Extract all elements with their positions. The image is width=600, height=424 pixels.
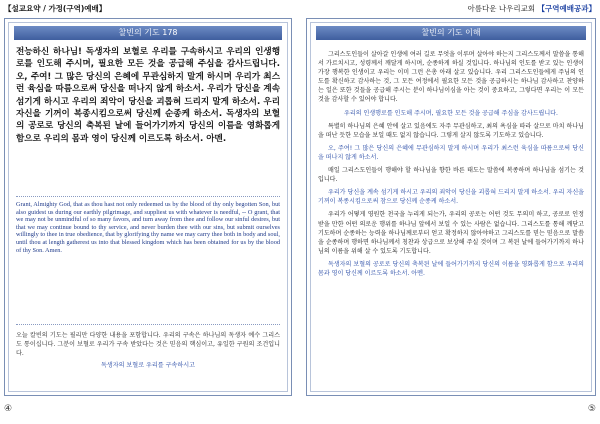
- prayer-korean: 전능하신 하나님! 독생자의 보혈로 우리를 구속하시고 우리의 인생행로를 인도해 주시며, 필요한 모든 것을 공급해 주심을 감사드립니다. 오, 주여! 그 많은 당신의 은혜에 무관심하지 말게 하시며 우리가 최스런 육심을 따름으로써 당신을 떠나지 않게 하소서. 우리가 당신을 계속 섬기게 하시고 우리의 죄악이 당신을 괴롭혀 드리지 말게 하소서. 우리 자신을 기꺼이 복종시킴으로써 당신께 순종케 하소서. 독생자의 보혈의 공로로 당신의 축복된 날에 들어가기까지 당신의 이름을 영화롭게 함으로 우리의 몸과 영이 당신께 이르도록 하소서. 아멘.: [16, 47, 280, 144]
- paragraph: 특별히 하나님의 은혜 안에 살고 있음에도 자주 무관심하고, 최의 욕심을 따라 살므로 마치 하나님을 떠난 듯한 모습을 보일 때도 없지 않습니다. 그렇게 살지 않도록 기도하고 있습니다.: [318, 122, 584, 139]
- right-page-body: [318, 50, 584, 282]
- paragraph: 매일 그리스도인들이 행해야 할 하나님을 향한 바른 태도는 말씀에 복종하며 하나님을 섬기는 것입니다.: [318, 167, 584, 184]
- header-left: 【설교요약 / 가정(구역)예배】: [4, 4, 107, 13]
- paragraph: 우리가 어떻게 영원한 천국을 누리게 되는가, 우리의 공로는 어떤 것도 무의미 하고, 공로로 인정받을 만한 어떤 의로운 행위를 하나님 앞에서 보일 수 있는 사람은 없습니다. 그리스도를 통해 깨닫고 기도하며 순종하는 능력을 하나님께로부터 얻고 확정하지 않아야하고 그리스도를 믿는 믿음으로 말씀을 순종하며 행하면 하나님께서 칭찬과 상급으로 보상해 주실 것이며 그 복된 날에 들어가기까지 하나님의 이름을 위해 살 수 있도록 기도합니다.: [318, 211, 584, 255]
- church-name: 아름다운 나우리교회: [467, 4, 536, 13]
- prayer-english: Grant, Almighty God, that as thou hast not only redeemed us by the blood of thy only begotten Son, but also guidest us during our earthly pilgrimage, and suppliest us with whatever is needful, -- O grant, that we may not be unmindful of so many favors, and turn away from thee and follow our sinful desires, but that we may continue bound to thy service, and never burden thee with our sins, but submit ourselves willingly to thee in true obedience, that by glorifying thy name we may carry thee both in body and soul, until thou at length gatherest us into that blessed kingdom which has been obtained for us by the blood of thy Son. Amen.: [16, 196, 280, 254]
- section-tag: 【구역예배공과】: [537, 4, 596, 13]
- header-right: [468, 3, 596, 14]
- highlight-paragraph: 독생자의 보혈의 공로로 당신의 축복된 날에 들어가기까지 당신의 이름을 영화롭게 함으로 우리의 몸과 영이 당신께 이르도록 하소서. 아멘.: [318, 260, 584, 277]
- highlight-paragraph: 오, 주여! 그 많은 당신의 은혜에 무관심하지 말게 하시며 우리가 최스런 육심을 따름으로써 당신을 떠나지 않게 하소서.: [318, 144, 584, 161]
- highlight-paragraph: 우리의 인생행로를 인도해 주시며, 필요한 모든 것을 공급해 주심을 감사드립니다.: [344, 109, 558, 117]
- left-page-title: 찰빈의 기도 178: [14, 26, 282, 40]
- prayer-note: [16, 324, 280, 370]
- right-page: [306, 18, 596, 414]
- note-highlight: 독생자의 보혈로 우리를 구속하시고: [100, 361, 196, 369]
- right-page-title: 찰빈의 기도 이해: [316, 26, 586, 40]
- left-page: [4, 18, 292, 414]
- paragraph: 그리스도인들이 살아갈 인생에 여러 길로 무엇을 이루며 살아야 하는지 그리스도께서 말씀을 통해서 가르치시고, 성령께서 깨달게 하시며, 순종하게 하실 것입니다. 하나님의 인도를 받고 있는 인생이 가장 행복한 인생이고 우리는 이미 그런 은총 아래 살고 있습니다. 우리 그리스도인들에게 주님의 인도를 확신하고 감사하는 것, 그 모든 여정에서 필요한 모든 것을 공급하시는 하나님 감사하고 찬양하는 일은 또한 것들을 공급해 주시는 분이 하나님이심을 아는 것이 중요하고, 그렇다면 우리는 이 모든 것을 감사할 수 있어야 합니다.: [318, 51, 584, 104]
- page-number-left: ④: [4, 404, 13, 414]
- note-text: 오늘 칼빈의 기도는 필리만 다양한 내용을 포함합니다. 우리의 구속은 하나님의 독생자 예수 그리스도 통이십니다. 그분이 보혈로 우리가 구속 받았다는 것은 믿음의 핵심이고, 유일한 구원의 조건입니다.: [16, 332, 280, 358]
- page-number-right: ⑤: [587, 404, 596, 414]
- highlight-paragraph: 우리가 당신을 계속 섬기게 하시고 우리의 죄악이 당신을 괴롭혀 드리지 말게 하소서. 우리 자신을 기꺼이 복종시킴으로써 참으로 당신께 순종케 하소서.: [318, 189, 584, 206]
